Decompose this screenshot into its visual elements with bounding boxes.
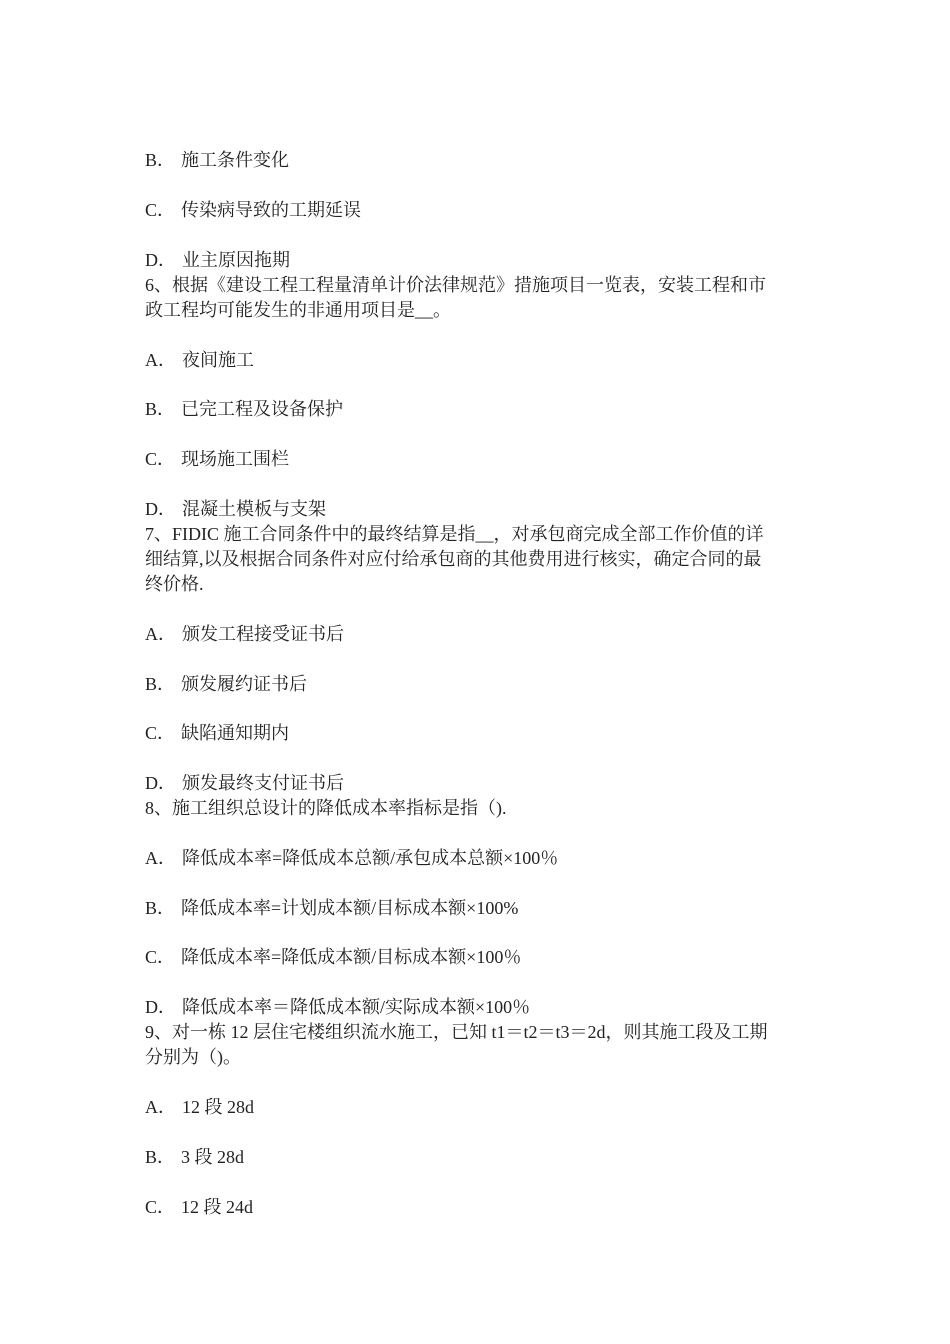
option-text: 缺陷通知期内 <box>181 723 290 743</box>
option-8d <box>145 995 530 1019</box>
option-text: 业主原因拖期 <box>182 250 290 270</box>
option-letter: A． <box>145 848 176 868</box>
option-text: 降低成本率＝降低成本额/实际成本额×100％ <box>182 997 531 1017</box>
option-text: 降低成本率=降低成本总额/承包成本总额×100％ <box>182 848 559 868</box>
option-letter: D． <box>145 773 176 793</box>
option-letter: B． <box>145 898 176 918</box>
question-7-line-2: 细结算,以及根据合同条件对应付给承包商的其他费用进行核实，确定合同的最 <box>145 549 762 569</box>
option-letter: C． <box>145 449 176 469</box>
option-letter: D． <box>145 997 176 1017</box>
option-letter: B． <box>145 399 176 419</box>
option-letter: A． <box>145 1097 176 1117</box>
option-8c <box>145 945 521 969</box>
option-6a <box>145 348 254 372</box>
question-6-line-2: 政工程均可能发生的非通用项目是__。 <box>145 300 451 320</box>
option-text: 降低成本率=计划成本额/目标成本额×100% <box>181 898 519 918</box>
option-text: 夜间施工 <box>182 350 254 370</box>
option-letter: C． <box>145 723 176 743</box>
option-9a <box>145 1095 254 1119</box>
option-text: 降低成本率=降低成本额/目标成本额×100％ <box>181 947 522 967</box>
option-letter: B． <box>145 1147 176 1167</box>
option-5b <box>145 148 289 172</box>
option-text: 混凝土模板与支架 <box>182 499 326 519</box>
option-letter: B． <box>145 674 176 694</box>
option-8b <box>145 896 518 920</box>
option-text: 颁发履约证书后 <box>181 674 308 694</box>
option-9b <box>145 1145 244 1169</box>
question-7-line-3: 终价格. <box>145 574 204 594</box>
option-text: 颁发工程接受证书后 <box>182 624 344 644</box>
option-5d <box>145 248 290 272</box>
option-letter: B． <box>145 150 176 170</box>
option-8a <box>145 846 558 870</box>
option-9c <box>145 1195 253 1219</box>
option-7d <box>145 771 344 795</box>
option-text: 颁发最终支付证书后 <box>182 773 344 793</box>
option-text: 传染病导致的工期延误 <box>181 200 362 220</box>
question-8-line-1: 8、施工组织总设计的降低成本率指标是指（). <box>145 798 507 818</box>
option-text: 现场施工围栏 <box>181 449 290 469</box>
option-letter: C． <box>145 200 176 220</box>
option-letter: A． <box>145 624 176 644</box>
option-7b <box>145 672 307 696</box>
question-6-line-1: 6、根据《建设工程工程量清单计价法律规范》措施项目一览表，安装工程和市 <box>145 275 766 295</box>
question-9-line-2: 分别为（)。 <box>145 1047 241 1067</box>
option-letter: C． <box>145 947 176 967</box>
option-text: 已完工程及设备保护 <box>181 399 344 419</box>
option-letter: A． <box>145 350 176 370</box>
option-letter: D． <box>145 499 176 519</box>
question-7-line-1: 7、FIDIC 施工合同条件中的最终结算是指__，对承包商完成全部工作价值的详 <box>145 524 764 544</box>
option-letter: C． <box>145 1197 176 1217</box>
option-6d <box>145 497 326 521</box>
option-6b <box>145 397 343 421</box>
option-5c <box>145 198 361 222</box>
option-text: 施工条件变化 <box>181 150 290 170</box>
option-text: 12 段 28d <box>182 1097 254 1117</box>
option-text: 12 段 24d <box>181 1197 254 1217</box>
option-7c <box>145 721 289 745</box>
question-9-line-1: 9、对一栋 12 层住宅楼组织流水施工，已知 t1＝t2＝t3＝2d，则其施工段及工期 <box>145 1022 768 1042</box>
option-text: 3 段 28d <box>181 1147 245 1167</box>
option-6c <box>145 447 289 471</box>
option-letter: D． <box>145 250 176 270</box>
option-7a <box>145 622 344 646</box>
